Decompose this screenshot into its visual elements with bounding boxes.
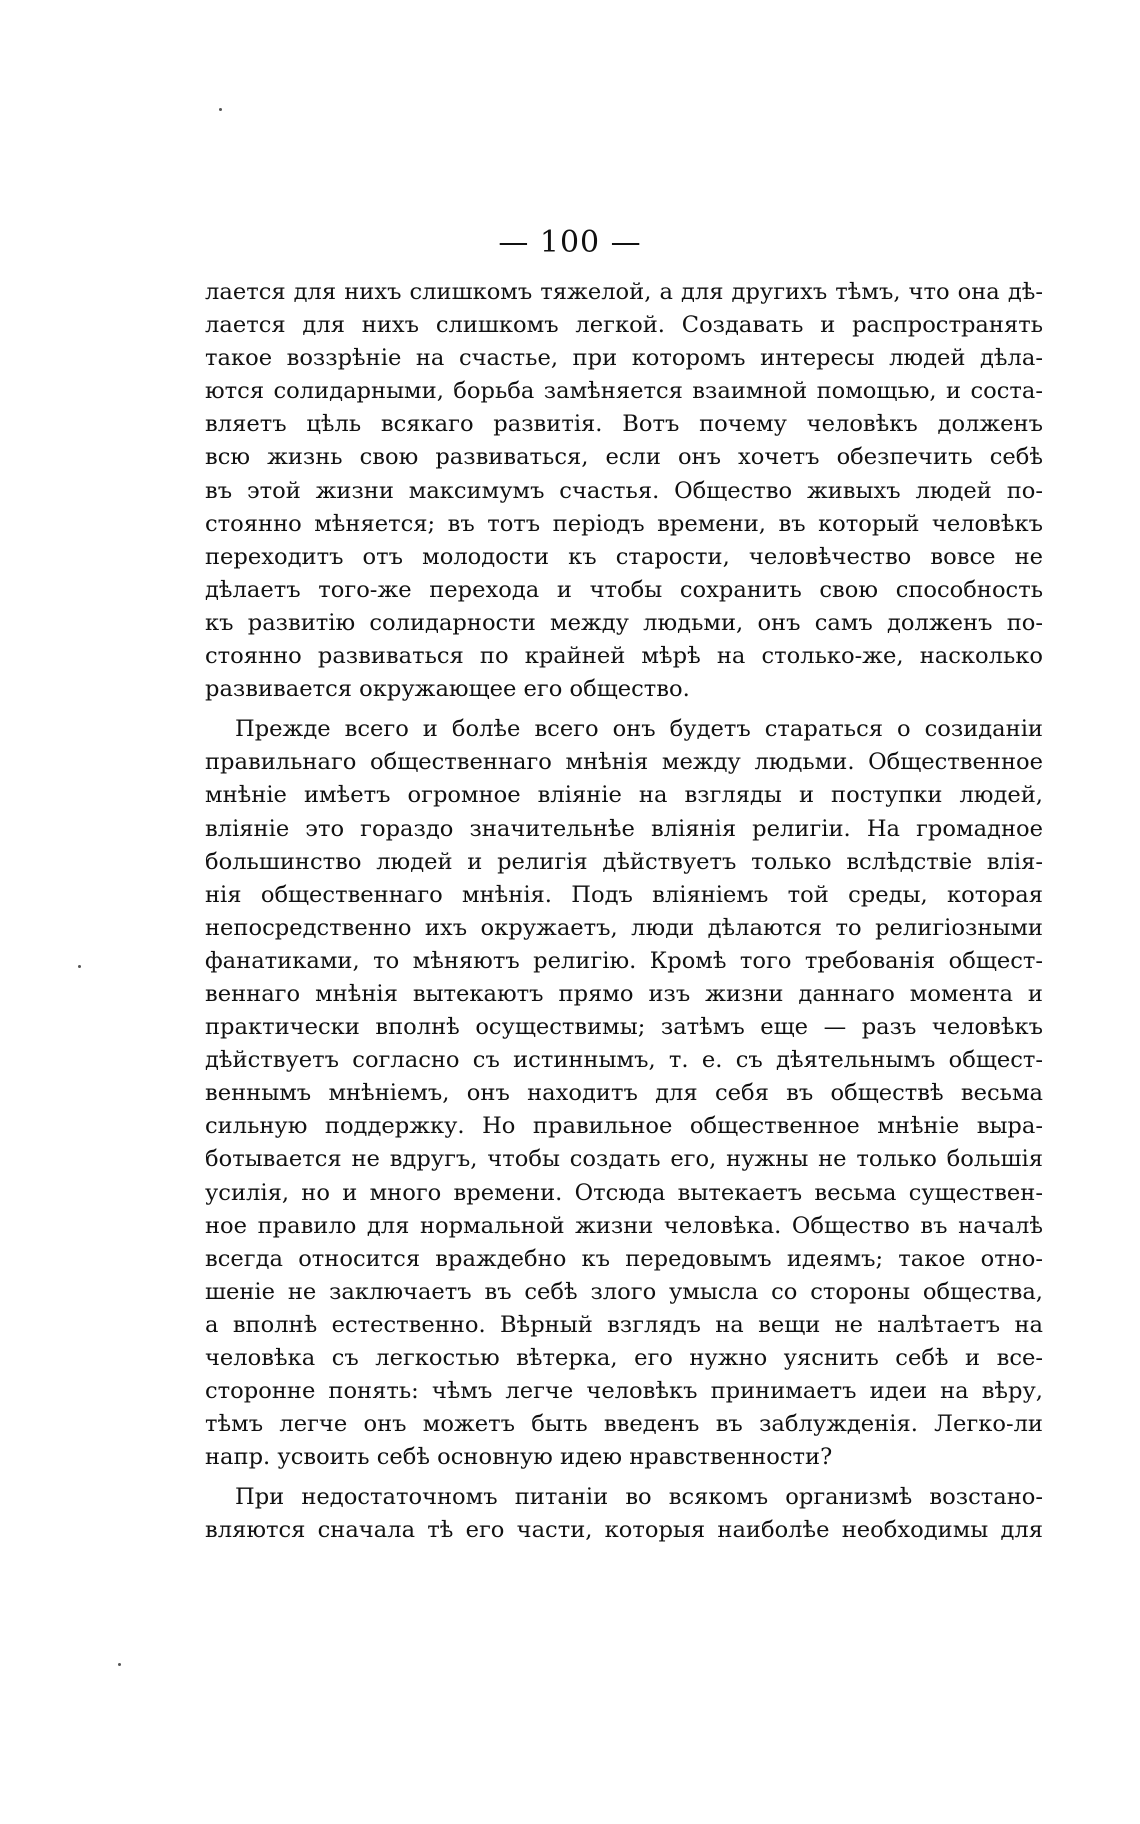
text-line: вляются сначала тѣ его части, которыя наиболѣе необходимы для: [205, 1517, 1043, 1544]
text-line: вляетъ цѣль всякаго развитія. Вотъ почему человѣкъ долженъ: [205, 411, 1043, 438]
body-text: [205, 276, 1043, 1548]
text-line: веннаго мнѣнія вытекаютъ прямо изъ жизни даннаго момента и: [205, 980, 1043, 1007]
text-line: большинство людей и религія дѣйствуетъ только вслѣдствіе влія-: [205, 848, 1043, 875]
text-line: напр. усвоить себѣ основную идею нравственности?: [205, 1444, 833, 1471]
text-line: Прежде всего и болѣе всего онъ будетъ стараться о созиданіи: [235, 716, 1043, 743]
text-line: а вполнѣ естественно. Вѣрный взглядъ на вещи не налѣтаетъ на: [205, 1311, 1043, 1338]
text-line: практически вполнѣ осуществимы; затѣмъ еще — разъ человѣкъ: [205, 1014, 1043, 1041]
text-line: мнѣніе имѣетъ огромное вліяніе на взгляды и поступки людей,: [205, 782, 1043, 809]
text-line: фанатиками, то мѣняютъ религію. Кромѣ того требованія общест-: [205, 947, 1043, 974]
text-line: сильную поддержку. Но правильное общественное мнѣніе выра-: [205, 1113, 1043, 1140]
text-line: всю жизнь свою развиваться, если онъ хочетъ обезпечить себѣ: [205, 444, 1043, 471]
scan-speck: [78, 965, 81, 968]
paragraph: [205, 713, 1043, 1474]
text-line: лается для нихъ слишкомъ легкой. Создавать и распространять: [205, 312, 1043, 339]
text-line: человѣка съ легкостью вѣтерка, его нужно уяснить себѣ и все-: [205, 1345, 1043, 1371]
scan-speck: [118, 1663, 121, 1666]
text-line: переходитъ отъ молодости къ старости, человѣчество вовсе не: [205, 543, 1043, 570]
text-line: сторонне понять: чѣмъ легче человѣкъ принимаетъ идеи на вѣру,: [205, 1378, 1043, 1405]
text-line: стоянно мѣняется; въ тотъ періодъ времени, въ который человѣкъ: [205, 510, 1043, 537]
text-line: ботывается не вдругъ, чтобы создать его, нужны не только большія: [205, 1146, 1043, 1173]
text-line: непосредственно ихъ окружаетъ, люди дѣлаются то религіозными: [205, 914, 1043, 941]
text-line: дѣйствуетъ согласно съ истиннымъ, т. е. съ дѣятельнымъ общест-: [205, 1047, 1043, 1074]
text-line: вліяніе это гораздо значительнѣе вліянія религіи. На громадное: [205, 815, 1043, 842]
text-line: въ этой жизни максимумъ счастья. Общество живыхъ людей по-: [205, 477, 1043, 504]
text-line: къ развитію солидарности между людьми, онъ самъ долженъ по-: [205, 609, 1043, 636]
text-line: такое воззрѣніе на счастье, при которомъ интересы людей дѣла-: [205, 345, 1043, 372]
text-line: стоянно развиваться по крайней мѣрѣ на столько-же, насколько: [205, 643, 1043, 670]
text-line: нія общественнаго мнѣнія. Подъ вліяніемъ той среды, которая: [205, 881, 1043, 908]
text-line: веннымъ мнѣніемъ, онъ находитъ для себя въ обществѣ весьма: [205, 1080, 1043, 1107]
text-line: ются солидарными, борьба замѣняется взаимной помощью, и соста-: [205, 378, 1043, 405]
paragraph: [205, 1481, 1043, 1547]
paragraph: [205, 276, 1043, 706]
text-line: шеніе не заключаетъ въ себѣ злого умысла со стороны общества,: [205, 1278, 1043, 1305]
page-number: — 100 —: [498, 225, 642, 260]
text-line: тѣмъ легче онъ можетъ быть введенъ въ заблужденія. Легко-ли: [205, 1411, 1043, 1438]
scan-speck: [219, 108, 222, 111]
text-line: развивается окружающее его общество.: [205, 676, 690, 703]
text-line: правильнаго общественнаго мнѣнія между людьми. Общественное: [205, 749, 1043, 776]
text-line: ное правило для нормальной жизни человѣка. Общество въ началѣ: [205, 1212, 1043, 1239]
text-line: всегда относится враждебно къ передовымъ идеямъ; такое отно-: [205, 1245, 1043, 1272]
text-line: лается для нихъ слишкомъ тяжелой, а для другихъ тѣмъ, что она дѣ-: [205, 279, 1043, 305]
text-line: При недостаточномъ питаніи во всякомъ организмѣ возстано-: [235, 1484, 1043, 1511]
text-line: усилія, но и много времени. Отсюда вытекаетъ весьма существен-: [205, 1179, 1043, 1206]
text-line: дѣлаетъ того-же перехода и чтобы сохранить свою способность: [205, 576, 1043, 603]
